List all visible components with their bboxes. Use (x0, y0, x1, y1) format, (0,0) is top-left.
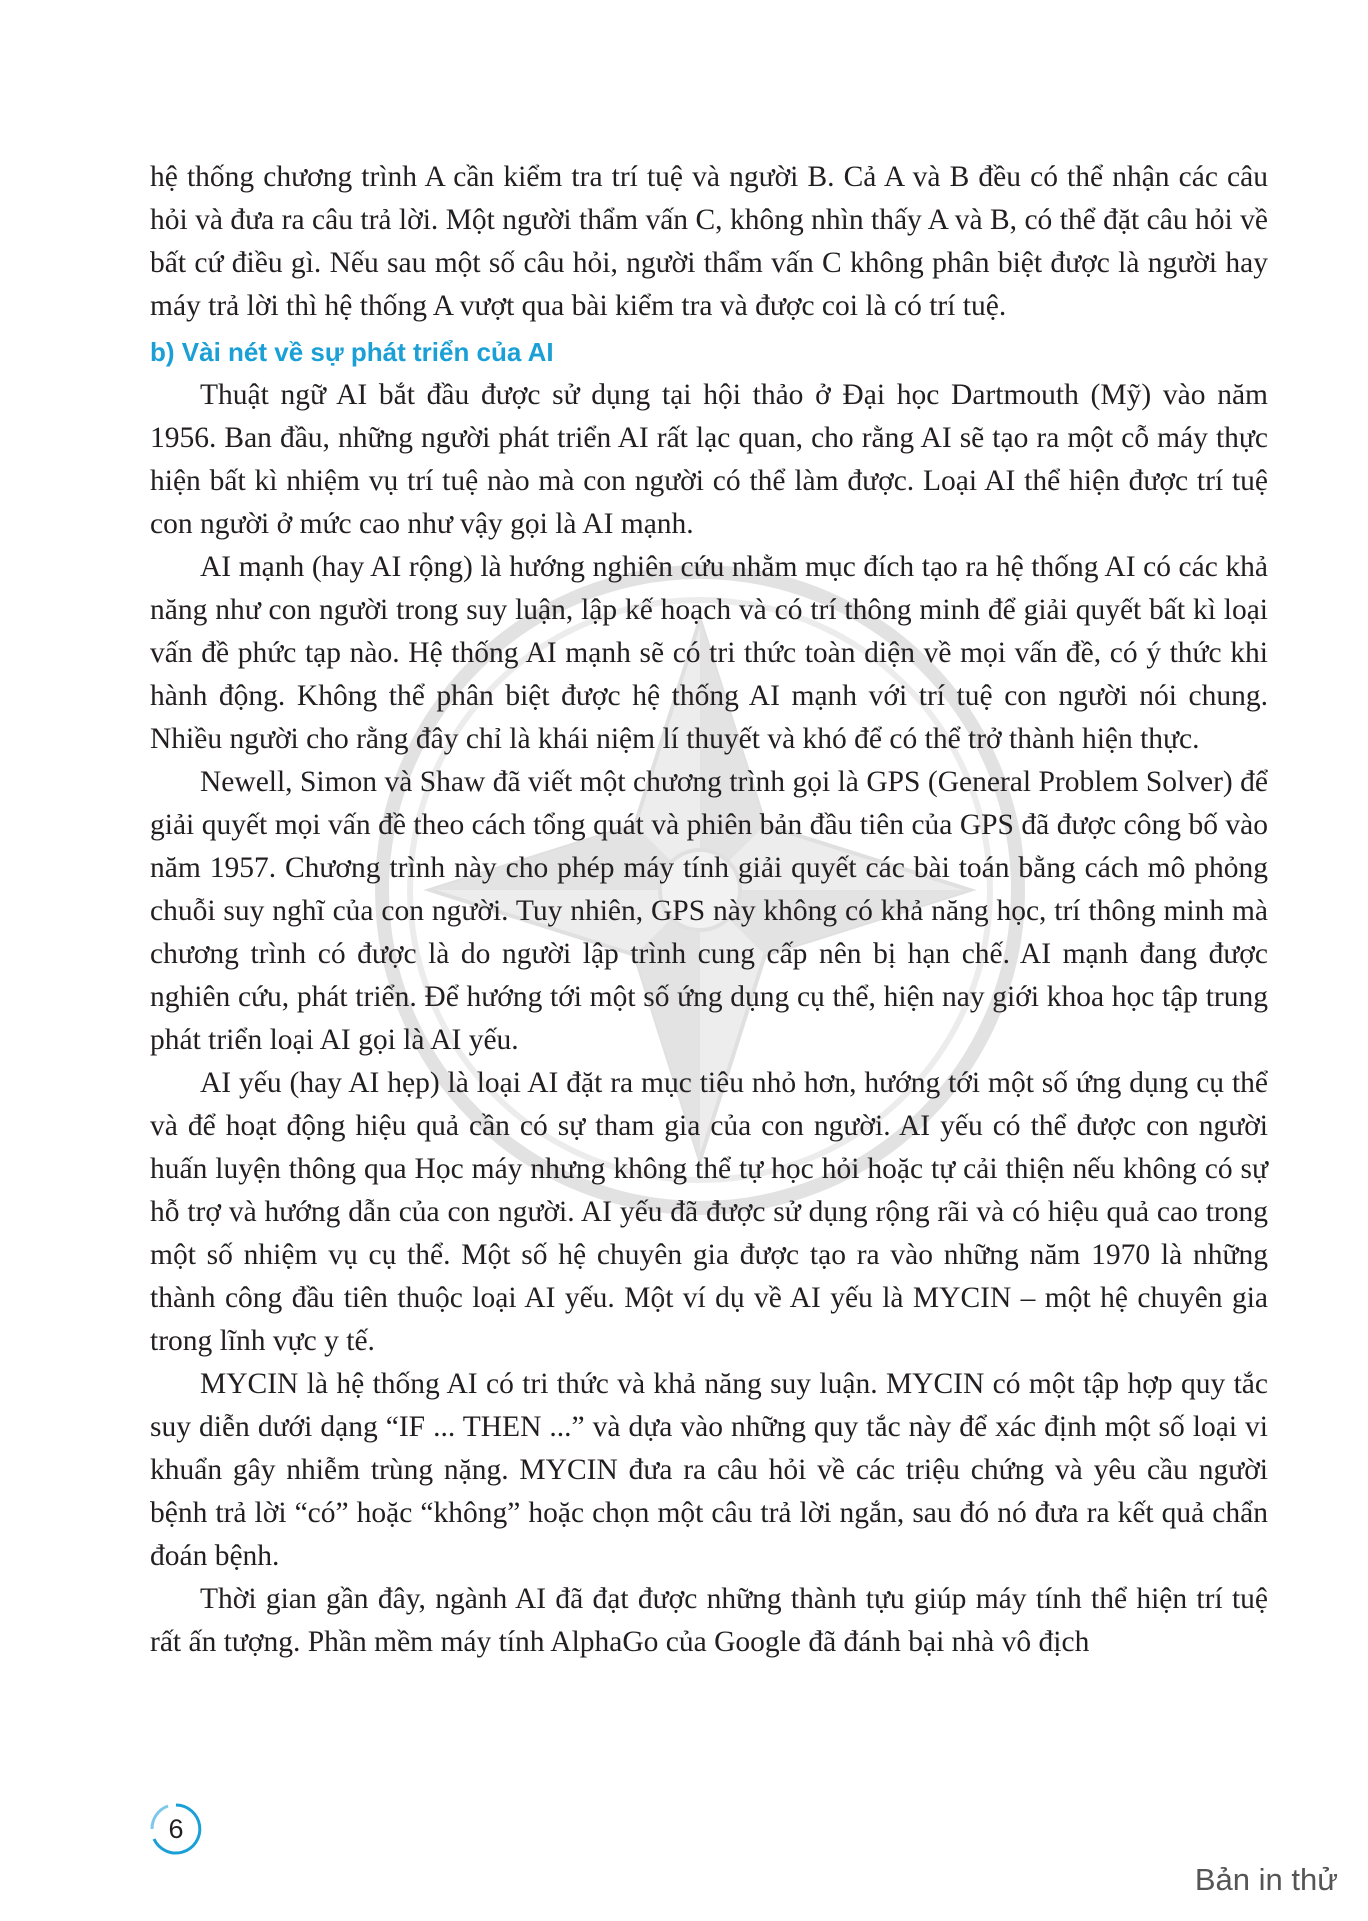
page-number-badge (148, 1801, 204, 1857)
paragraph: Thời gian gần đây, ngành AI đã đạt được những thành tựu giúp máy tính thể hiện trí tuệ rất ấn tượng. Phần mềm máy tính AlphaGo của Google đã đánh bại nhà vô địch (150, 1583, 1268, 1658)
section-heading: b) Vài nét về sự phát triển của AI (150, 337, 554, 367)
paragraph: AI mạnh (hay AI rộng) là hướng nghiên cứu nhằm mục đích tạo ra hệ thống AI có các khả năng như con người trong suy luận, lập kế hoạch và có trí thông minh để giải quyết bất kì loại vấn đề phức tạp nào. Hệ thống AI mạnh sẽ có tri thức toàn diện về mọi vấn đề, có ý thức khi hành động. Không thể phân biệt được hệ thống AI mạnh với trí tuệ con người nói chung. Nhiều người cho rằng đây chỉ là khái niệm lí thuyết và khó để có thể trở thành hiện thực. (150, 551, 1268, 755)
page-body (150, 156, 1268, 1664)
paragraph: AI yếu (hay AI hẹp) là loại AI đặt ra mục tiêu nhỏ hơn, hướng tới một số ứng dụng cụ thể và để hoạt động hiệu quả cần có sự tham gia của con người. AI yếu có thể được con người huấn luyện thông qua Học máy nhưng không thể tự học hỏi hoặc tự cải thiện nếu không có sự hỗ trợ và hướng dẫn của con người. AI yếu đã được sử dụng rộng rãi và có hiệu quả cao trong một số nhiệm vụ cụ thể. Một số hệ chuyên gia được tạo ra vào những năm 1970 là những thành công đầu tiên thuộc loại AI yếu. Một ví dụ về AI yếu là MYCIN – một hệ chuyên gia trong lĩnh vực y tế. (150, 1067, 1268, 1357)
paragraph: Thuật ngữ AI bắt đầu được sử dụng tại hội thảo ở Đại học Dartmouth (Mỹ) vào năm 1956. Ban đầu, những người phát triển AI rất lạc quan, cho rằng AI sẽ tạo ra một cỗ máy thực hiện bất kì nhiệm vụ trí tuệ nào mà con người có thể làm được. Loại AI thể hiện được trí tuệ con người ở mức cao như vậy gọi là AI mạnh. (150, 379, 1268, 540)
draft-stamp: Bản in thử (1194, 1862, 1338, 1897)
paragraph: MYCIN là hệ thống AI có tri thức và khả năng suy luận. MYCIN có một tập hợp quy tắc suy diễn dưới dạng “IF ... THEN ...” và dựa vào những quy tắc này để xác định một số loại vi khuẩn gây nhiễm trùng nặng. MYCIN đưa ra câu hỏi về các triệu chứng và yêu cầu người bệnh trả lời “có” hoặc “không” hoặc chọn một câu trả lời ngắn, sau đó nó đưa ra kết quả chẩn đoán bệnh. (150, 1368, 1268, 1572)
paragraph: Newell, Simon và Shaw đã viết một chương trình gọi là GPS (General Problem Solver) để giải quyết mọi vấn đề theo cách tổng quát và phiên bản đầu tiên của GPS đã được công bố vào năm 1957. Chương trình này cho phép máy tính giải quyết các bài toán bằng cách mô phỏng chuỗi suy nghĩ của con người. Tuy nhiên, GPS này không có khả năng học, trí thông minh mà chương trình có được là do người lập trình cung cấp nên bị hạn chế. AI mạnh đang được nghiên cứu, phát triển. Để hướng tới một số ứng dụng cụ thể, hiện nay giới khoa học tập trung phát triển loại AI gọi là AI yếu. (150, 766, 1268, 1056)
page-number: 6 (168, 1814, 184, 1844)
paragraph-continued: hệ thống chương trình A cần kiểm tra trí tuệ và người B. Cả A và B đều có thể nhận các câu hỏi và đưa ra câu trả lời. Một người thẩm vấn C, không nhìn thấy A và B, có thể đặt câu hỏi về bất cứ điều gì. Nếu sau một số câu hỏi, người thẩm vấn C không phân biệt được là người hay máy trả lời thì hệ thống A vượt qua bài kiểm tra và được coi là có trí tuệ. (150, 161, 1268, 322)
